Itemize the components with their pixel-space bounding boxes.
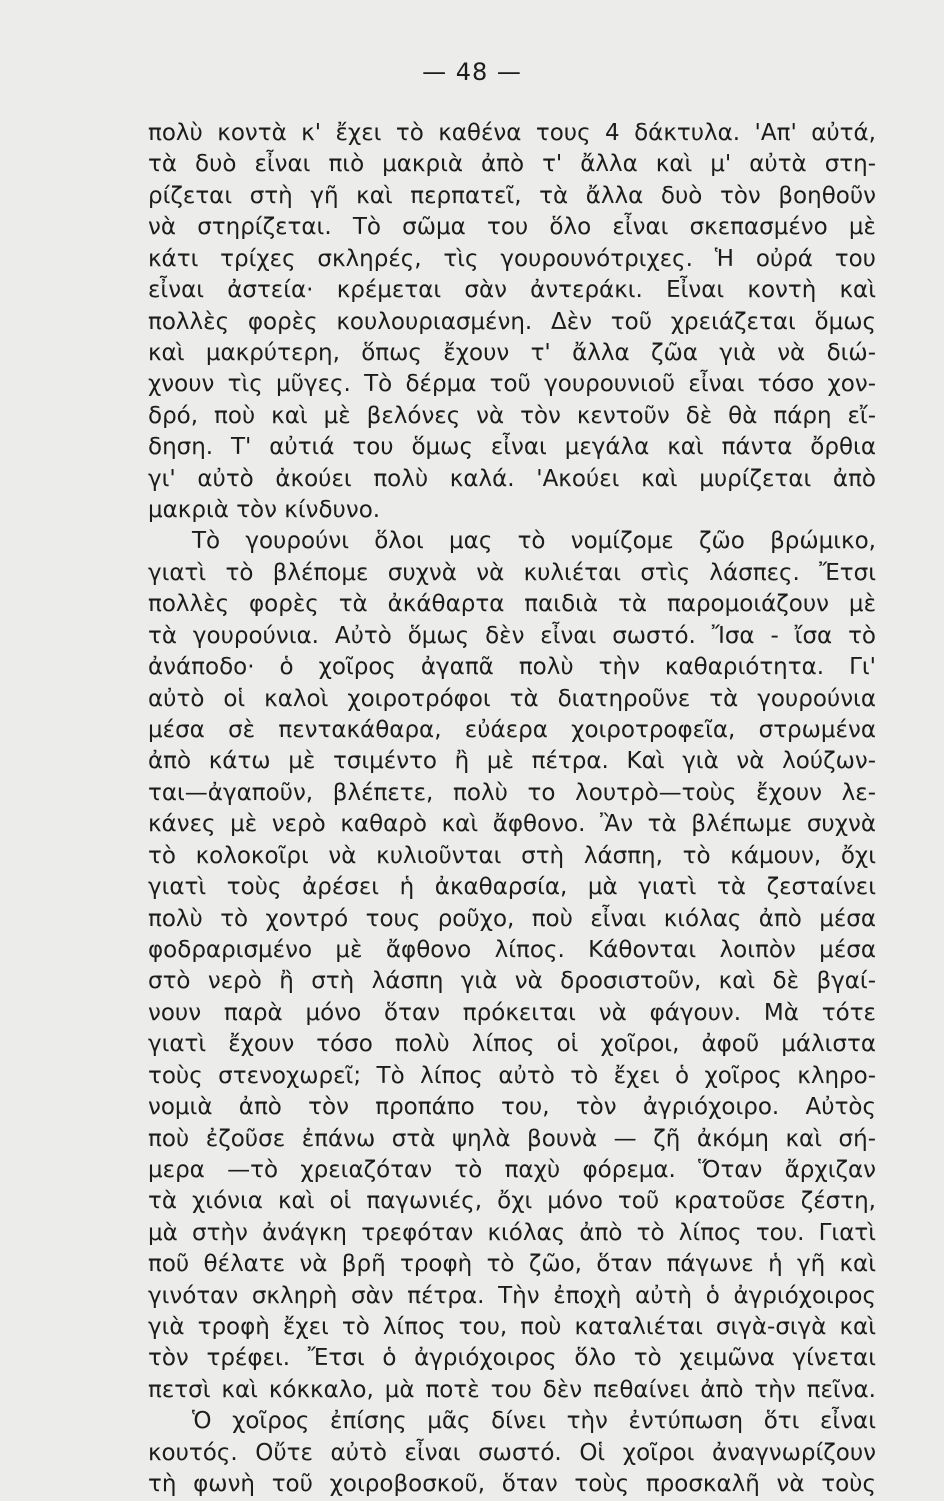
text-line: μὰ στὴν ἀνάγκη τρεφόταν κιόλας ἀπὸ τὸ λίπος του. Γιατὶ <box>148 1219 876 1246</box>
text-line: δηση. Τ' αὐτιά του ὅμως εἶναι μεγάλα καὶ πάντα ὄρθια <box>148 434 876 461</box>
text-line: νὰ στηρίζεται. Τὸ σῶμα του ὅλο εἶναι σκεπασμένο μὲ <box>148 214 876 241</box>
text-line: πετσὶ καὶ κόκκαλο, μὰ ποτὲ του δὲν πεθαίνει ἀπὸ τὴν πεῖνα. <box>148 1376 876 1403</box>
text-line: τὰ δυὸ εἶναι πιὸ μακριὰ ἀπὸ τ' ἄλλα καὶ μ' αὐτὰ στη- <box>148 151 876 178</box>
text-line: πολὺ κοντὰ κ' ἔχει τὸ καθένα τους 4 δάκτυλα. 'Απ' αὐτά, <box>148 120 876 146</box>
text-line: ἀνάποδο· ὁ χοῖρος ἀγαπᾶ πολὺ τὴν καθαριότητα. Γι' <box>148 654 876 681</box>
page-number: — 48 — <box>422 58 522 86</box>
text-line: δρό, ποὺ καὶ μὲ βελόνες νὰ τὸν κεντοῦν δὲ θὰ πάρη εἴ- <box>148 402 876 429</box>
text-line: μακριὰ τὸν κίνδυνο. <box>148 497 381 524</box>
text-line: ποῦ θέλατε νὰ βρῆ τροφὴ τὸ ζῶο, ὅταν πάγωνε ἡ γῆ καὶ <box>148 1251 876 1278</box>
text-line: τὰ γουρούνια. Αὐτὸ ὅμως δὲν εἶναι σωστό. Ἴσα - ἴσα τὸ <box>148 622 876 649</box>
text-line: γινόταν σκληρὴ σὰν πέτρα. Τὴν ἐποχὴ αὐτὴ ὁ ἀγριόχοιρος <box>148 1282 876 1309</box>
text-line: μερα —τὸ χρειαζόταν τὸ παχὺ φόρεμα. Ὅταν ἄρχιζαν <box>148 1156 876 1183</box>
body-text <box>148 118 876 1501</box>
text-line: ἀπὸ κάτω μὲ τσιμέντο ἢ μὲ πέτρα. Καὶ γιὰ νὰ λούζων- <box>148 748 876 775</box>
text-line: ρίζεται στὴ γῆ καὶ περπατεῖ, τὰ ἄλλα δυὸ τὸν βοηθοῦν <box>148 182 876 209</box>
text-line: κουτός. Οὔτε αὐτὸ εἶναι σωστό. Οἱ χοῖροι ἀναγνωρίζουν <box>148 1439 876 1466</box>
text-line: γιατὶ τὸ βλέπομε συχνὰ νὰ κυλιέται στὶς λάσπες. Ἔτσι <box>148 559 876 586</box>
text-line: χνουν τὶς μῦγες. Τὸ δέρμα τοῦ γουρουνιοῦ εἶναι τόσο χον- <box>148 371 876 398</box>
text-line: γι' αὐτὸ ἀκούει πολὺ καλά. 'Ακούει καὶ μυρίζεται ἀπὸ <box>148 465 876 492</box>
text-line: τὸν τρέφει. Ἔτσι ὁ ἀγριόχοιρος ὅλο τὸ χειμῶνα γίνεται <box>148 1345 876 1372</box>
text-line: φοδραρισμένο μὲ ἄφθονο λίπος. Κάθονται λοιπὸν μέσα <box>148 936 876 963</box>
text-line: καὶ μακρύτερη, ὅπως ἔχουν τ' ἄλλα ζῶα γιὰ νὰ διώ- <box>148 339 876 366</box>
text-line: νομιὰ ἀπὸ τὸν προπάπο του, τὸν ἀγριόχοιρο. Αὐτὸς <box>148 1094 876 1121</box>
text-line: γιατὶ ἔχουν τόσο πολὺ λίπος οἱ χοῖροι, ἀφοῦ μάλιστα <box>148 1031 876 1058</box>
text-line: μέσα σὲ πεντακάθαρα, εὐάερα χοιροτροφεῖα, στρωμένα <box>148 717 876 744</box>
text-line: πολλὲς φορὲς τὰ ἀκάθαρτα παιδιὰ τὰ παρομοιάζουν μὲ <box>148 591 876 618</box>
text-line: τὴ φωνὴ τοῦ χοιροβοσκοῦ, ὅταν τοὺς προσκαλῆ νὰ τοὺς <box>148 1471 876 1498</box>
text-line: πολὺ τὸ χοντρό τους ροῦχο, ποὺ εἶναι κιόλας ἀπὸ μέσα <box>148 905 876 932</box>
paragraph-start-line: Τὸ γουρούνι ὅλοι μας τὸ νομίζομε ζῶο βρώμικο, <box>192 528 876 555</box>
text-line: αὐτὸ οἱ καλοὶ χοιροτρόφοι τὰ διατηροῦνε τὰ γουρούνια <box>148 685 876 712</box>
text-line: κάνες μὲ νερὸ καθαρὸ καὶ ἄφθονο. Ἂν τὰ βλέπωμε συχνὰ <box>148 811 876 838</box>
paragraph-start-line: Ὁ χοῖρος ἐπίσης μᾶς δίνει τὴν ἐντύπωση ὅτι εἶναι <box>192 1408 876 1435</box>
text-line: τὰ χιόνια καὶ οἱ παγωνιές, ὄχι μόνο τοῦ κρατοῦσε ζέστη, <box>148 1188 876 1215</box>
text-line: γιὰ τροφὴ ἔχει τὸ λίπος του, ποὺ καταλιέται σιγὰ-σιγὰ καὶ <box>148 1314 876 1341</box>
text-line: ται—ἀγαποῦν, βλέπετε, πολὺ το λουτρὸ—τοὺς ἔχουν λε- <box>148 779 876 806</box>
text-line: πολλὲς φορὲς κουλουριασμένη. Δὲν τοῦ χρειάζεται ὅμως <box>148 308 876 335</box>
text-line: κάτι τρίχες σκληρές, τὶς γουρουνότριχες. Ἡ οὐρά του <box>148 245 876 272</box>
text-line: τοὺς στενοχωρεῖ; Τὸ λίπος αὐτὸ τὸ ἔχει ὁ χοῖρος κληρο- <box>148 1062 876 1089</box>
text-line: ποὺ ἐζοῦσε ἐπάνω στὰ ψηλὰ βουνὰ — ζῆ ἀκόμη καὶ σή- <box>148 1125 876 1152</box>
text-line: εἶναι ἀστεία· κρέμεται σὰν ἀντεράκι. Εἶναι κοντὴ καὶ <box>148 277 876 304</box>
text-line: στὸ νερὸ ἢ στὴ λάσπη γιὰ νὰ δροσιστοῦν, καὶ δὲ βγαί- <box>148 968 876 995</box>
text-line: τὸ κολοκοῖρι νὰ κυλιοῦνται στὴ λάσπη, τὸ κάμουν, ὄχι <box>148 842 876 869</box>
text-line: γιατὶ τοὺς ἀρέσει ἡ ἀκαθαρσία, μὰ γιατὶ τὰ ζεσταίνει <box>148 874 876 901</box>
text-line: νουν παρὰ μόνο ὅταν πρόκειται νὰ φάγουν. Μὰ τότε <box>148 999 876 1026</box>
